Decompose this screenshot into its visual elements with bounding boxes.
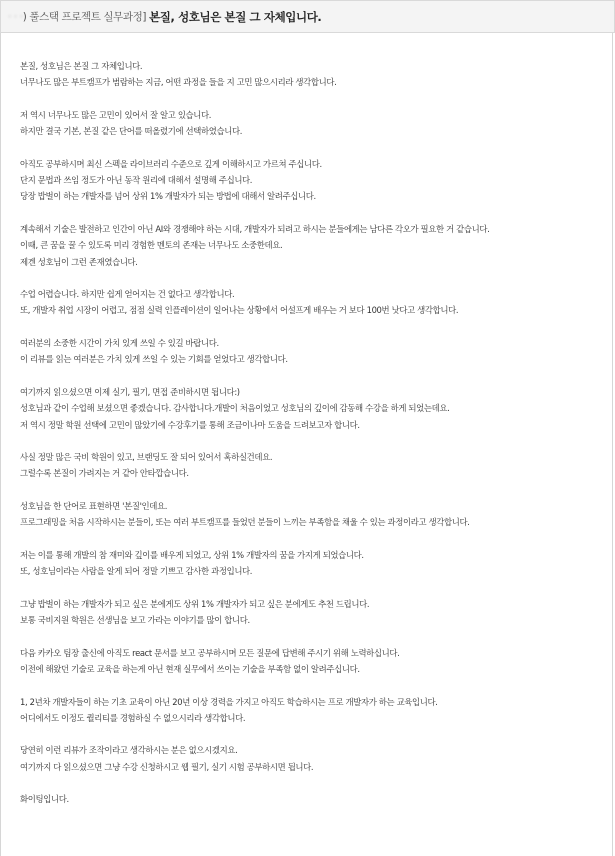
review-paragraph (20, 694, 605, 727)
review-line: 이 리뷰를 읽는 여러분은 가치 있게 쓰일 수 있는 기회를 얻었다고 생각합니다. (20, 354, 288, 365)
review-paragraph (20, 384, 605, 433)
review-line: 이전에 해왔던 기술로 교육을 하는게 아닌 현재 실무에서 쓰이는 기술을 부족함 없이 알려주십니다. (20, 663, 360, 674)
review-line: 화이팅입니다. (20, 794, 69, 805)
review-line: 당장 밥벌이 하는 개발자를 넘어 상위 1% 개발자가 되는 방법에 대해서 알려주십니다. (20, 191, 316, 202)
review-line: 또, 개발자 취업 시장이 어렵고, 점점 실력 인플레이션이 일어나는 상황에서 어설프게 배우는 거 보다 100번 낫다고 생각합니다. (20, 305, 459, 316)
review-line: 그럴수록 본질이 가려지는 거 같아 안타깝습니다. (20, 468, 189, 479)
post-title: 본질, 성호님은 본질 그 자체입니다. (149, 9, 322, 24)
review-line: 단지 문법과 쓰임 정도가 아닌 동작 원리에 대해서 설명해 주십니다. (20, 175, 253, 186)
review-line: 제겐 성호님이 그런 존재였습니다. (20, 256, 138, 267)
review-line: 성호님과 같이 수업해 보셨으면 좋겠습니다. 감사합니다.개발이 처음이었고 성호님의 깊이에 감동해 수강을 하게 되었는데요. (20, 403, 450, 414)
course-name-prefix (8, 9, 146, 24)
review-paragraph (20, 286, 605, 319)
review-paragraph (20, 547, 605, 580)
review-line: 1, 2년차 개발자들이 하는 기초 교육이 아닌 20년 이상 경력을 가지고 아직도 학습하시는 프로 개발자가 하는 교육입니다. (20, 696, 438, 707)
review-paragraph (20, 498, 605, 531)
review-line: 여기까지 읽으셨으면 이제 실기, 필기, 면접 준비하시면 됩니다:) (20, 386, 240, 397)
review-line: 그냥 밥벌이 하는 개발자가 되고 싶은 분에게도 상위 1% 개발자가 되고 싶은 분에게도 추천 드립니다. (20, 598, 370, 609)
review-line: 본질, 성호님은 본질 그 자체입니다. (20, 61, 143, 71)
course-name-visible: ) 풀스택 프로젝트 실무과정] (22, 11, 147, 23)
review-line: 이때, 큰 꿈을 꿀 수 있도록 미리 경험한 멘토의 존재는 너무나도 소중한데요. (20, 240, 283, 251)
review-line: 성호님을 한 단어로 표현하면 '본질'인데요. (20, 501, 168, 512)
review-line: 또, 성호님이라는 사람을 알게 되어 정말 기쁘고 감사한 과정입니다. (20, 566, 253, 577)
review-line: 사실 정말 많은 국비 학원이 있고, 브랜딩도 잘 되어 있어서 혹하실건데요. (20, 452, 273, 463)
review-paragraph (20, 791, 605, 807)
review-line: 저 역시 정말 학원 선택에 고민이 많았기에 수강후기를 통해 조금이나마 도움을 드려보고자 합니다. (20, 419, 360, 430)
blurred-course-name: · · · (8, 11, 23, 23)
review-paragraph (20, 645, 605, 678)
review-paragraph (20, 107, 605, 140)
review-line: 다음 카카오 팀장 출신에 아직도 react 문서를 보고 공부하시며 모든 질문에 답변해 주시기 위해 노력하십니다. (20, 647, 400, 658)
review-line: 수업 어렵습니다. 하지만 쉽게 얻어지는 건 없다고 생각합니다. (20, 289, 235, 300)
review-line: 저 역시 너무나도 많은 고민이 있어서 잘 알고 있습니다. (20, 109, 212, 120)
review-line: 여러분의 소중한 시간이 가치 있게 쓰일 수 있길 바랍니다. (20, 338, 219, 349)
review-line: 어디에서도 이정도 퀄리티를 경험하실 수 없으시리라 생각합니다. (20, 712, 246, 723)
review-line: 여기까지 다 읽으셨으면 그냥 수강 신청하시고 웹 필기, 실기 시험 공부하시면 됩니다. (20, 761, 314, 772)
review-paragraph (20, 335, 605, 368)
review-paragraph (20, 449, 605, 482)
review-line: 계속해서 기술은 발전하고 인간이 아닌 AI와 경쟁해야 하는 시대, 개발자가 되려고 하시는 분들에게는 남다른 각오가 필요한 거 같습니다. (20, 223, 490, 234)
review-line: 당연히 이런 리뷰가 조작이라고 생각하시는 분은 없으시겠지요. (20, 745, 238, 756)
review-line: 하지만 결국 기본, 본질 같은 단어를 떠올렸기에 선택하였습니다. (20, 126, 243, 137)
review-line: 아직도 공부하시며 최신 스펙을 라이브러리 수준으로 깊게 이해하시고 가르쳐 주십니다. (20, 158, 322, 169)
post-title-bar (0, 0, 615, 33)
review-paragraph (20, 221, 605, 270)
review-line: 너무나도 많은 부트캠프가 범람하는 지금, 어떤 과정을 들을 지 고민 많으시리라 생각합니다. (20, 77, 337, 88)
review-paragraph (20, 58, 605, 91)
review-line: 프로그래밍을 처음 시작하시는 분들이, 또는 여러 부트캠프를 들었던 분들이 느끼는 부족함을 채울 수 있는 과정이라고 생각합니다. (20, 517, 470, 528)
review-paragraph (20, 596, 605, 629)
review-line: 보통 국비지원 학원은 선생님을 보고 가라는 이야기를 많이 합니다. (20, 615, 250, 626)
review-paragraph (20, 742, 605, 775)
review-body (20, 58, 605, 824)
review-line: 저는 이를 통해 개발의 참 재미와 깊이를 배우게 되었고, 상위 1% 개발자의 꿈을 가지게 되었습니다. (20, 549, 364, 560)
review-paragraph (20, 156, 605, 205)
